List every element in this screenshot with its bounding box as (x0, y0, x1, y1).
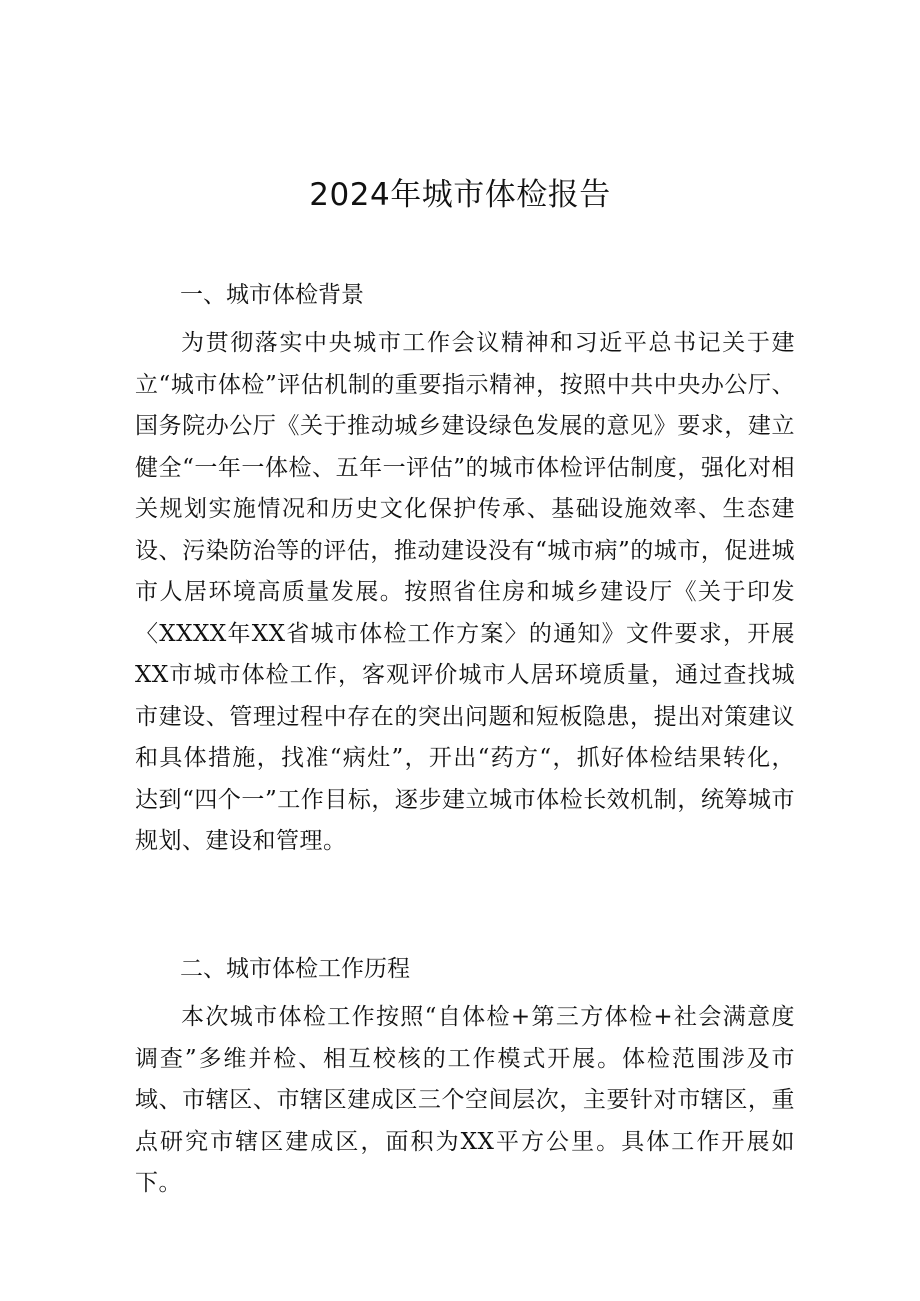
section-paragraph-background: 为贯彻落实中央城市工作会议精神和习近平总书记关于建立“城市体检”评估机制的重要指示精神，按照中共中央办公厅、国务院办公厅《关于推动城乡建设绿色发展的意见》要求，建立健全“一年一体检、五年一评估”的城市体检评估制度，强化对相关规划实施情况和历史文化保护传承、基础设施效率、生态建设、污染防治等的评估，推动建设没有“城市病”的城市，促进城市人居环境高质量发展。按照省住房和城乡建设厅《关于印发〈XXXX年XX省城市体检工作方案〉的通知》文件要求，开展XX市城市体检工作，客观评价城市人居环境质量，通过查找城市建设、管理过程中存在的突出问题和短板隐患，提出对策建议和具体措施，找准“病灶”，开出“药方“，抓好体检结果转化，达到“四个一”工作目标，逐步建立城市体检长效机制，统筹城市规划、建设和管理。 (135, 330, 795, 854)
section-paragraph-process: 本次城市体检工作按照“自体检+第三方体检+社会满意度调查”多维并检、相互校核的工作模式开展。体检范围涉及市域、市辖区、市辖区建成区三个空间层次，主要针对市辖区，重点研究市辖区建成区，面积为XX平方公里。具体工作开展如下。 (135, 1004, 795, 1196)
document-title: 2024年城市体检报告 (309, 177, 611, 213)
section-heading-background: 一、城市体检背景 (180, 282, 364, 308)
section-heading-process: 二、城市体检工作历程 (180, 956, 410, 982)
